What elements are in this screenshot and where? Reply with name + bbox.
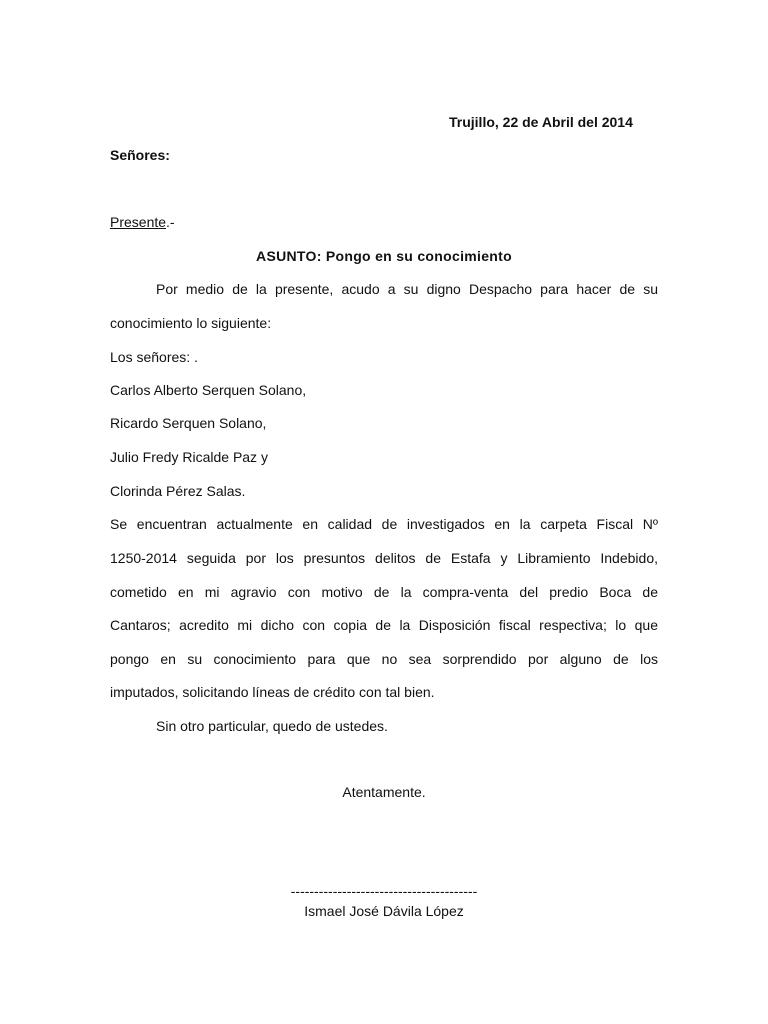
signatory-name: Ismael José Dávila López <box>304 903 464 919</box>
name-item: Julio Fredy Ricalde Paz y <box>110 449 268 465</box>
intro-line-2: conocimiento lo siguiente: <box>110 315 272 331</box>
name-item: Ricardo Serquen Solano, <box>110 415 267 431</box>
presente-word: Presente <box>110 214 167 230</box>
presente-line <box>110 213 175 231</box>
intro-line-1: Por medio de la presente, acudo a su digno Despacho para hacer de su <box>156 281 658 297</box>
name-item: Clorinda Pérez Salas. <box>110 483 246 499</box>
greeting: Señores: <box>110 147 170 163</box>
body-line: Se encuentran actualmente en calidad de investigados en la carpeta Fiscal Nº <box>110 516 658 532</box>
closing-line: Sin otro particular, quedo de ustedes. <box>156 718 388 734</box>
body-line: cometido en mi agravio con motivo de la compra-venta del predio Boca de <box>110 584 658 600</box>
body-line: Cantaros; acredito mi dicho con copia de la Disposición fiscal respectiva; lo que <box>110 617 658 633</box>
body-line: 1250-2014 seguida por los presuntos delitos de Estafa y Libramiento Indebido, <box>110 550 658 566</box>
place-date: Trujillo, 22 de Abril del 2014 <box>449 114 633 130</box>
body-line: pongo en su conocimiento para que no sea sorprendido por alguno de los <box>110 651 658 667</box>
signature-line: ---------------------------------------- <box>290 883 478 899</box>
sign-off: Atentamente. <box>342 784 426 800</box>
body-line: imputados, solicitando líneas de crédito con tal bien. <box>110 684 435 700</box>
name-item: Carlos Alberto Serquen Solano, <box>110 382 307 398</box>
names-intro: Los señores: . <box>110 349 198 365</box>
subject-line: ASUNTO: Pongo en su conocimiento <box>256 248 512 264</box>
presente-suffix: .- <box>166 214 175 230</box>
